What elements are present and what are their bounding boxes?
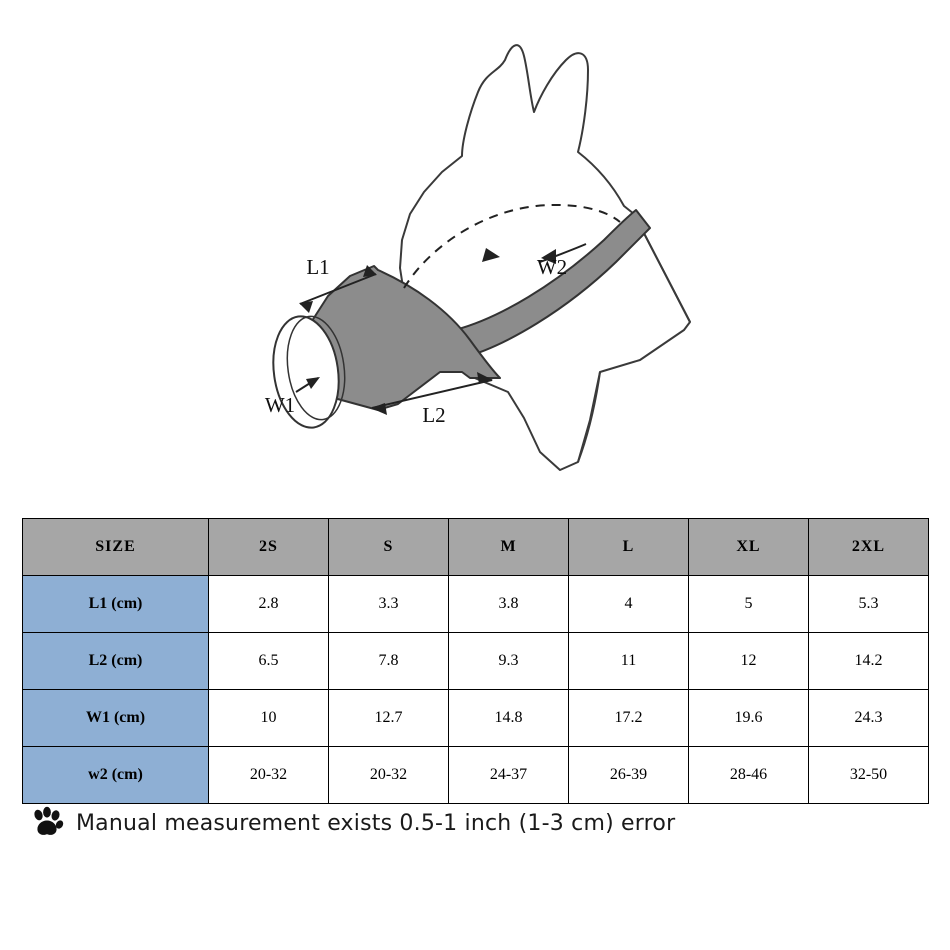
- table-row: [23, 747, 929, 804]
- cell-w1-l: 17.2: [569, 690, 689, 747]
- paw-icon: [30, 806, 64, 840]
- cell-w2-2xl: 32-50: [809, 747, 929, 804]
- table-header-xl: XL: [689, 519, 809, 576]
- cell-w1-2xl: 24.3: [809, 690, 929, 747]
- label-w1: W1: [264, 393, 296, 417]
- cell-l2-2xl: 14.2: [809, 633, 929, 690]
- cell-l1-2s: 2.8: [209, 576, 329, 633]
- cell-w1-2s: 10: [209, 690, 329, 747]
- row-label-l2: L2 (cm): [23, 633, 209, 690]
- label-l1: L1: [306, 255, 330, 279]
- cell-l2-2s: 6.5: [209, 633, 329, 690]
- cell-l1-2xl: 5.3: [809, 576, 929, 633]
- row-label-l1: L1 (cm): [23, 576, 209, 633]
- size-table: [22, 518, 929, 804]
- cell-w2-xl: 28-46: [689, 747, 809, 804]
- size-table-container: [22, 518, 928, 804]
- cell-l1-m: 3.8: [449, 576, 569, 633]
- row-label-w1: W1 (cm): [23, 690, 209, 747]
- cell-w2-l: 26-39: [569, 747, 689, 804]
- cell-l1-s: 3.3: [329, 576, 449, 633]
- cell-w2-2s: 20-32: [209, 747, 329, 804]
- row-label-w2: w2 (cm): [23, 747, 209, 804]
- table-row: [23, 633, 929, 690]
- cell-w2-s: 20-32: [329, 747, 449, 804]
- cell-l1-l: 4: [569, 576, 689, 633]
- table-header-l: L: [569, 519, 689, 576]
- table-row: [23, 690, 929, 747]
- table-header-row: [23, 519, 929, 576]
- cell-w1-xl: 19.6: [689, 690, 809, 747]
- table-header-size: SIZE: [23, 519, 209, 576]
- label-l2: L2: [422, 403, 446, 427]
- table-header-2s: 2S: [209, 519, 329, 576]
- cell-l2-s: 7.8: [329, 633, 449, 690]
- measurement-note: [30, 806, 675, 840]
- cell-w1-s: 12.7: [329, 690, 449, 747]
- cell-w2-m: 24-37: [449, 747, 569, 804]
- label-w2: W2: [536, 255, 568, 279]
- measurement-note-text: Manual measurement exists 0.5-1 inch (1-3 cm) error: [76, 810, 676, 836]
- cell-l2-m: 9.3: [449, 633, 569, 690]
- table-header-2xl: 2XL: [809, 519, 929, 576]
- cell-l2-xl: 12: [689, 633, 809, 690]
- cell-w1-m: 14.8: [449, 690, 569, 747]
- cell-l2-l: 11: [569, 633, 689, 690]
- table-header-m: M: [449, 519, 569, 576]
- table-header-s: S: [329, 519, 449, 576]
- table-row: [23, 576, 929, 633]
- cell-l1-xl: 5: [689, 576, 809, 633]
